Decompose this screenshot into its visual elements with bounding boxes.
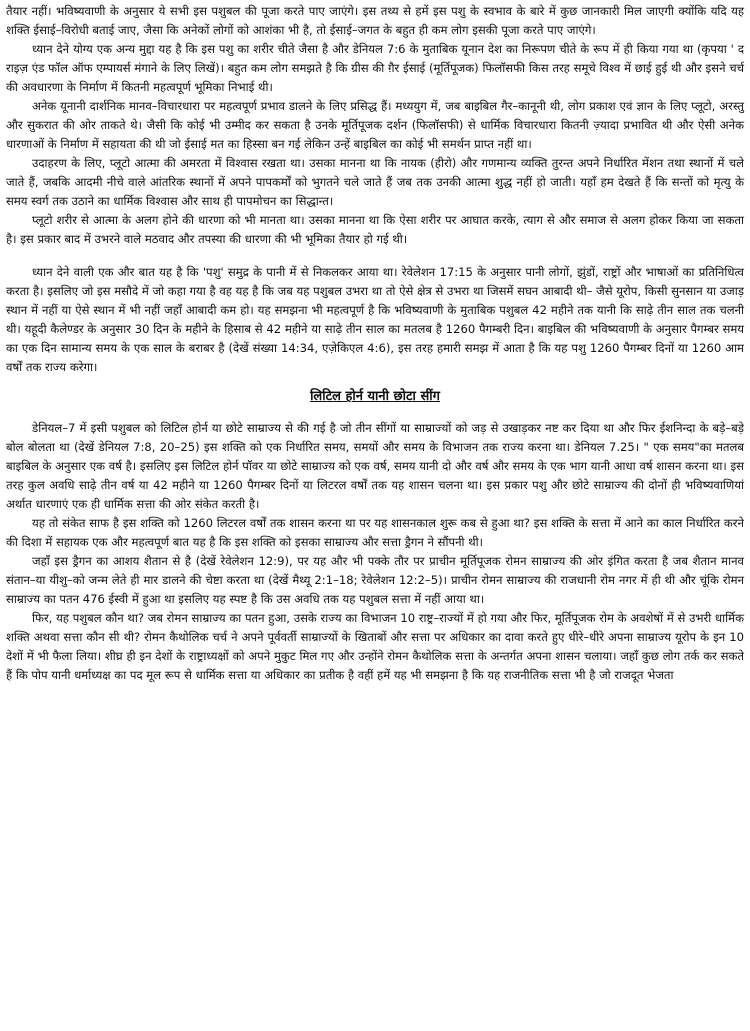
section-gap <box>6 249 744 263</box>
paragraph-roman-catholic-church: फिर, यह पशुबल कौन था? जब रोमन साम्राज्य का पतन हुआ, उसके राज्य का विभाजन 10 राष्ट्र–राज्यों में हो गया और फिर, मूर्तिपूजक रोम के अवशेषों में से उभरी धार्मिक शक्ति अथवा सत्ता कौन सी थी? रोमन कैथोलिक चर्च ने अपने पूर्ववर्ती साम्राज्यों के खिताबों और सत्ता पर अधिकार का दावा करते हुए धीरे–धीरे अपना साम्राज्य यूरोप के इन 10 देशों में भी फैला लिया। शीघ्र ही इन देशों के राष्ट्राध्यक्षों को अपने मुकुट मिल गए और उन्होंने रोमन कैथोलिक सत्ता के अन्तर्गत अपना शासन चलाया। जहाँ कुछ लोग तर्क कर सकते हैं कि पोप यानी धर्माध्यक्ष का पद मूल रूप से धार्मिक सत्ता या अधिकार का प्रतीक है वहीं हमें यह भी समझना है कि यह राजनीतिक सत्ता भी है जो राजदूत भेजता <box>6 611 744 682</box>
paragraph-1260-years: यह तो संकेत साफ है इस शक्ति को 1260 लिटरल वर्षों तक शासन करना था पर यह शासनकाल शुरू कब से हुआ था? इस शक्ति के सत्ता में आने का काल निर्धारित करने की दिशा में सहायक एक और महत्वपूर्ण बात यह है कि इस शक्ति को इसका साम्राज्य और सत्ता ड्रैगन ने सौंपनी थी। <box>6 516 744 549</box>
paragraph-plato-soul-separation: प्लूटो शरीर से आत्मा के अलग होने की धारणा को भी मानता था। उसका मानना था कि ऐसा शरीर पर आघात करके, त्याग से और समाज से अलग होकर किया जा सकता है। इस प्रकार बाद में उभरने वाले मठवाद और तपस्या की धारणा की भी भूमिका तैयार हो गई थी। <box>6 213 744 246</box>
paragraph-little-horn: डेनियल–7 में इसी पशुबल को लिटिल होर्न या छोटे साम्राज्य से की गई है जो तीन सींगों या साम्राज्यों को जड़ से उखाड़कर नष्ट कर दिया था और फिर ईशनिन्दा के बड़े–बड़े बोल बोलता था (देखें डेनियल 7:8, 20–25) इस शक्ति को एक निर्धारित समय, समयों और समय के विभाजन तक राज्य करना था। डेनियल 7.25। " एक समय"का मतलब बाइबिल के अनुसार एक वर्ष है। इसलिए इस लिटिल होर्न पॉवर या छोटे साम्राज्य को एक वर्ष, समय यानी दो और वर्ष और समय के एक भाग यानी आधा वर्ष शासन करना था। इस तरह कुल अवधि साढ़े तीन वर्ष या 42 महीने या 1260 पैगम्बर दिनों या लिटरल वर्षों तक यह शासन चलना था। इस प्रकार पशु और छोटे साम्राज्य की दोनों ही भविष्यवाणियां अर्थात धारणाएं एक ही धार्मिक सत्ता की ओर संकेत करती है। <box>6 421 744 511</box>
section-heading <box>6 387 744 407</box>
paragraph-dragon-rome: जहाँ इस ड्रैगन का आशय शैतान से है (देखें रेवेलेशन 12:9), पर यह और भी पक्के तौर पर प्राचीन मूर्तिपूजक रोमन साम्राज्य की ओर इंगित करता है जब शैतान मानव संतान–या यीशु–को जन्म लेते ही मार डालने की चेष्टा करता था (देखें मैथ्यू 2:1–18; रेवेलेशन 12:2–5)। प्राचीन रोमन साम्राज्य की राजधानी रोम नगर में ही थी और चूंकि रोमन साम्राज्य का पतन 476 ईस्वी में हुआ था इसलिए यह स्पष्ट है कि उस अवधि तक यह पशुबल सत्ता में नहीं आया था। <box>6 554 744 606</box>
paragraph-beast-from-sea: ध्यान देने वाली एक और बात यह है कि 'पशु' समुद्र के पानी में से निकलकर आया था। रेवेलेशन 17:15 के अनुसार पानी लोगों, झुंडों, राष्ट्रों और भाषाओं का प्रतिनिधित्व करता है। इसलिए जो इस मसौदे में जो कहा गया है वह यह है कि जब यह पशुबल उभरा था तो ऐसे क्षेत्र से उभरा था जिसमें सघन आबादी थी– जैसे यूरोप, किसी सुनसान या उजाड़ स्थान में नहीं या ऐसे स्थान में भी नहीं जहाँ आबादी कम हो। यह समझना भी महत्वपूर्ण है कि भविष्यवाणी के मुताबिक पशुबल 42 महीने तक यानी कि साढ़े तीन साल तक चलनी थी। यहूदी कैलेण्डर के अनुसार 30 दिन के महीने के हिसाब से 42 महीने या साढ़े तीन साल का मतलब है 1260 पैगम्बरी दिन। बाइबिल की भविष्यवाणी के अनुसार पैगम्बर समय का एक दिन सामान्य समय के एक साल के बराबर है (देखें संख्या 14:34, एज़ेकिएल 4:6), इस तरह हमारी समझ में आता है कि यह पशु 1260 पैगम्बर दिनों या 1260 आम वर्षों तक राज्य करेगा। <box>6 265 744 374</box>
paragraph-plato-immortality: उदाहरण के लिए, प्लूटो आत्मा की अमरता में विश्वास रखता था। उसका मानना था कि नायक (हीरो) और गणमान्य व्यक्ति तुरन्त अपने निर्धारित मेंशन तथा स्थानों में चले जाते हैं, जबकि आदमी नीचे वाले आंतरिक स्थानों में अपने पापकर्मों को भुगतने चले जाते हैं जब तक उनकी आत्मा शुद्ध नहीं हो जाती। यहाँ हम देखते हैं कि सन्तों को मृत्यु के समय स्वर्ग तक उठाने का धार्मिक विश्वास और साथ ही पापमोचन का सिद्धान्त। <box>6 156 744 208</box>
paragraph-leopard-greece: ध्यान देने योग्य एक अन्य मुद्दा यह है कि इस पशु का शरीर चीते जैसा है और डेनियल 7:6 के मुताबिक यूनान देश का निरूपण चीते के रूप में ही किया गया था (कृपया ' द राइज़ एंड फॉल ऑफ एम्पायर्स मंगाने के लिए लिखें)। बहुत कम लोग समझते है कि ग्रीस की ग़ैर ईसाई (मूर्तिपूजक) फिलॉसफी किस तरह समूचे विश्व में छाई हुई थी और इसने चर्च की अवधारणा के निर्माण में कितनी महत्वपूर्ण भूमिका निभाई थी। <box>6 42 744 94</box>
paragraph-greek-philosophers: अनेक यूनानी दार्शनिक मानव–विचारधारा पर महत्वपूर्ण प्रभाव डालने के लिए प्रसिद्ध हैं। मध्ययुग में, जब बाइबिल गैर–कानूनी थी, लोग प्रकाश एवं ज्ञान के लिए प्लूटो, अरस्तु और सुकरात की ओर ताकते थे। जैसी कि कोई भी उम्मीद कर सकता है उनके मूर्तिपूजक दर्शन (फिलॉसफी) से धार्मिक विचारधारा कितनी ज़्यादा प्रभावित थी और ऐसी अनेक धारणाओं के निर्माण में सहायता की थी जो ईसाई मत का हिस्सा बन गई लेकिन उन्हें बाइबिल का कोई भी समर्थन प्राप्त नहीं था। <box>6 99 744 151</box>
paragraph-worship-of-beast: तैयार नहीं। भविष्यवाणी के अनुसार ये सभी इस पशुबल की पूजा करते पाए जाएंगे। इस तथ्य से हमें इस पशु के स्वभाव के बारे में कुछ जानकारी मिल जाएगी क्योंकि यदि यह शक्ति ईसाई–विरोधी बताई जाए, जैसा कि अनेकों लोगों को आशंका भी है, तो ईसाई–जगत के बहुत ही कम लोग इसकी पूजा करते पाए जाएंगे। <box>6 4 744 37</box>
section-heading-text: लिटिल होर्न यानी छोटा सींग <box>310 389 440 404</box>
